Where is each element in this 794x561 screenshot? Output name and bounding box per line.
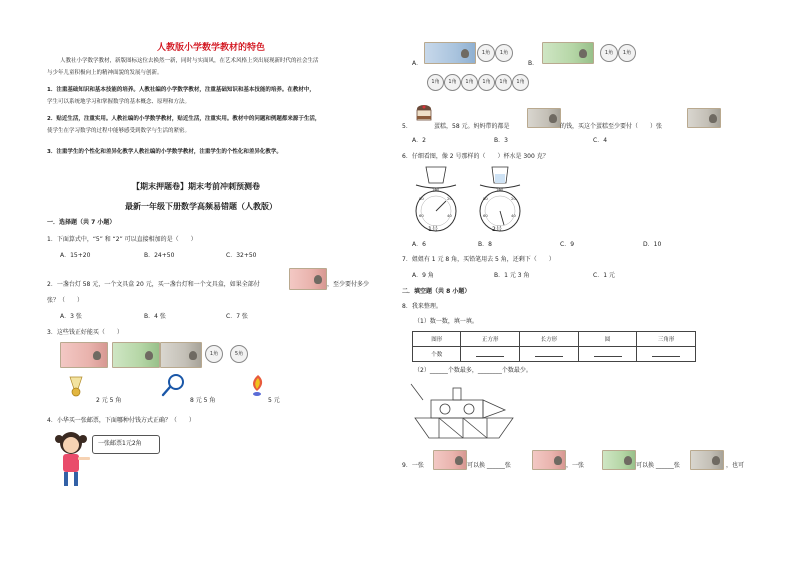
table-header-row	[413, 332, 696, 347]
scale-2-tick-40: 40	[511, 213, 516, 218]
blank-cell[interactable]	[578, 347, 637, 362]
one-jiao-coin-image-b2: 1角	[618, 44, 636, 62]
exam-subtitle: 最新一年级下册数学高频易错题（人教版）	[125, 202, 277, 211]
q6-option-c[interactable]: C．9	[560, 241, 575, 248]
intro-paragraph-3b: 使学生在学习数学的过程中能够感受到数学与生活的紧密。	[47, 128, 191, 134]
intro-paragraph-1a: 人教社小学数学教材，新版图标这位去换然一新，同时与实面风，在艺术风格上突出展现新时代的社会生活	[60, 58, 319, 64]
table-header-cell: 图形	[413, 332, 461, 347]
girl-illustration-icon	[52, 430, 94, 490]
q4-text: 4．小华买一张邮票，下面哪种付钱方式正确？（ ）	[47, 417, 195, 424]
scale-2-label: 2号	[492, 226, 502, 233]
section2-heading: 二．填空题（共 8 小题）	[402, 288, 471, 295]
q5-option-c[interactable]: C．4	[593, 137, 608, 144]
intro-paragraph-1b: 与少年儿童积极向上的精神面貌的发展与创新。	[47, 70, 163, 76]
q6-option-b[interactable]: B．8	[478, 241, 492, 248]
scale-2-tick-60: 60	[483, 213, 488, 218]
one-yuan-note-image	[112, 342, 160, 368]
shape-count-table	[412, 331, 696, 362]
five-yuan-note-image	[60, 342, 108, 368]
fifty-yuan-note-q9-b	[602, 450, 636, 470]
q5-text-tail: 的钱，买这个蛋糕至少要付（ ）张	[560, 123, 663, 130]
q9-text-a: 9．一张	[402, 462, 424, 469]
scale-2-tick-80: 80	[483, 196, 488, 201]
intro-paragraph-4: 3．注重学生的个性化和差异化教学人教社编的小学数学教材，注重学生的个性化和差异化教学。	[47, 149, 282, 155]
ten-yuan-note-q5	[527, 108, 561, 128]
q1-option-c[interactable]: C．32+50	[226, 252, 257, 259]
intro-paragraph-2a: 1．注重基础知识和基本技能的培养。人教社编的小学数学教材，注重基础知识和基本技能的培养。在教材中，	[47, 87, 315, 93]
q9-text-b: 可以换 ______张	[467, 462, 511, 469]
q3-price-b: 8 元 5 角	[190, 397, 216, 404]
q9-text-c: ，一张	[566, 462, 585, 469]
table-header-cell: 三角形	[637, 332, 696, 347]
one-jiao-coin-row-5: 1角	[495, 74, 512, 91]
intro-paragraph-3a: 2．贴近生活，注重实用。人教社编的小学数学教材，贴近生活，注重实用。教材中的问题和例题都来源于生活，	[47, 116, 321, 122]
q2-text: 2．一盏台灯 58 元，一个文具盒 20 元，买一盏台灯和一个文具盒，如果全部付	[47, 281, 260, 288]
scale-2-tick-100: 100	[496, 187, 504, 192]
table-row-label: 个数	[413, 347, 461, 362]
shuttlecock-icon	[66, 373, 92, 399]
exam-title: 【期末押题卷】期末考前冲刺预测卷	[132, 182, 260, 191]
table-header-cell: 长方形	[520, 332, 579, 347]
one-jiao-coin-row-3: 1角	[461, 74, 478, 91]
q5-text: 蛋糕，58 元。妈妈带的都是	[434, 123, 510, 130]
q4-option-a[interactable]: A．	[412, 60, 423, 67]
scale-1-tick-20: 20	[447, 196, 452, 201]
hundred-yuan-note-image	[289, 268, 327, 290]
scale-2-tick-20: 20	[511, 196, 516, 201]
intro-paragraph-2b: 学生可以系统地学习和掌握数学的基本概念、原理和方法。	[47, 99, 191, 105]
q3-price-a: 2 元 5 角	[96, 397, 122, 404]
one-jiao-coin-row-1: 1角	[427, 74, 444, 91]
magnifier-icon	[160, 373, 188, 399]
ten-yuan-note-q5-end	[687, 108, 721, 128]
q5-option-a[interactable]: A．2	[412, 137, 426, 144]
q2-text-2: 张？（ ）	[47, 297, 84, 304]
ten-yuan-note-image	[424, 42, 476, 64]
q1-option-a[interactable]: A．15+20	[60, 252, 91, 259]
q4-bubble-text: 一张邮票1元2角	[98, 440, 142, 447]
fifty-yuan-note-q9	[532, 450, 566, 470]
one-jiao-coin-row-4: 1角	[478, 74, 495, 91]
blank-cell[interactable]	[461, 347, 520, 362]
one-jiao-coin-row-6: 1角	[512, 74, 529, 91]
q6-text: 6．仔细看图，像 2 号那样的（ ）杯水是 300 克？	[402, 153, 549, 160]
q7-option-b[interactable]: B．1 元 3 角	[494, 272, 530, 279]
q8-sub2: （2）______个数最多，________个数最少。	[414, 367, 532, 374]
one-yuan-note-image-b	[542, 42, 594, 64]
q5-option-b[interactable]: B．3	[494, 137, 508, 144]
q5-number: 5．	[402, 123, 412, 130]
blank-cell[interactable]	[637, 347, 696, 362]
q1-option-b[interactable]: B．24+50	[144, 252, 175, 259]
q6-option-d[interactable]: D．10	[643, 241, 662, 248]
q9-text-e: ，也可	[726, 462, 745, 469]
q2-option-b[interactable]: B．4 张	[144, 313, 166, 320]
q2-option-c[interactable]: C．7 张	[226, 313, 248, 320]
intro-title: 人教版小学数学教材的特色	[157, 43, 266, 53]
q7-option-c[interactable]: C．1 元	[593, 272, 615, 279]
five-jiao-coin-image: 5角	[230, 345, 248, 363]
q2-option-a[interactable]: A．3 张	[60, 313, 82, 320]
scale-1-tick-60: 60	[419, 213, 424, 218]
one-jiao-coin-image: 1角	[205, 345, 223, 363]
scale-1-tick-100: 100	[432, 187, 440, 192]
scale-1-tick-80: 80	[419, 196, 424, 201]
hundred-yuan-note-q9	[433, 450, 467, 470]
q3-text: 3．这些钱正好能买（ ）	[47, 329, 123, 336]
one-jiao-coin-row-2: 1角	[444, 74, 461, 91]
q7-option-a[interactable]: A．9 角	[412, 272, 434, 279]
jianzi-toy-icon	[248, 373, 268, 401]
table-header-cell: 正方形	[461, 332, 520, 347]
cake-icon	[414, 104, 434, 126]
q2-text-tail: ，至少要付多少	[327, 281, 370, 288]
q9-text-d: 可以换 ______张	[636, 462, 680, 469]
scale-1-tick-40: 40	[447, 213, 452, 218]
q8-sub1: （1）数一数，填一填。	[414, 318, 478, 325]
scale-1-label: 1号	[428, 226, 438, 233]
one-yuan-note-image-2	[160, 342, 202, 368]
q7-text: 7．姐姐有 1 元 8 角，买铅笔用去 5 角，还剩下（ ）	[402, 256, 555, 263]
one-jiao-coin-image-b1: 1角	[600, 44, 618, 62]
table-header-cell: 圆	[578, 332, 637, 347]
q6-option-a[interactable]: A．6	[412, 241, 426, 248]
section1-heading: 一．选择题（共 7 小题）	[47, 219, 116, 226]
blank-cell[interactable]	[520, 347, 579, 362]
speech-bubble	[92, 435, 160, 454]
q8-text: 8．我来整理。	[402, 303, 442, 310]
ten-yuan-note-q9	[690, 450, 724, 470]
q1-text: 1．下面算式中，“5” 和 “2” 可以直接相加的是（ ）	[47, 236, 197, 243]
shape-ship-figure	[405, 380, 525, 444]
one-jiao-coin-image-a1: 1角	[477, 44, 495, 62]
table-row	[413, 347, 696, 362]
q3-price-c: 5 元	[268, 397, 280, 404]
q4-option-b[interactable]: B．	[528, 60, 539, 67]
one-jiao-coin-image-a2: 1角	[495, 44, 513, 62]
